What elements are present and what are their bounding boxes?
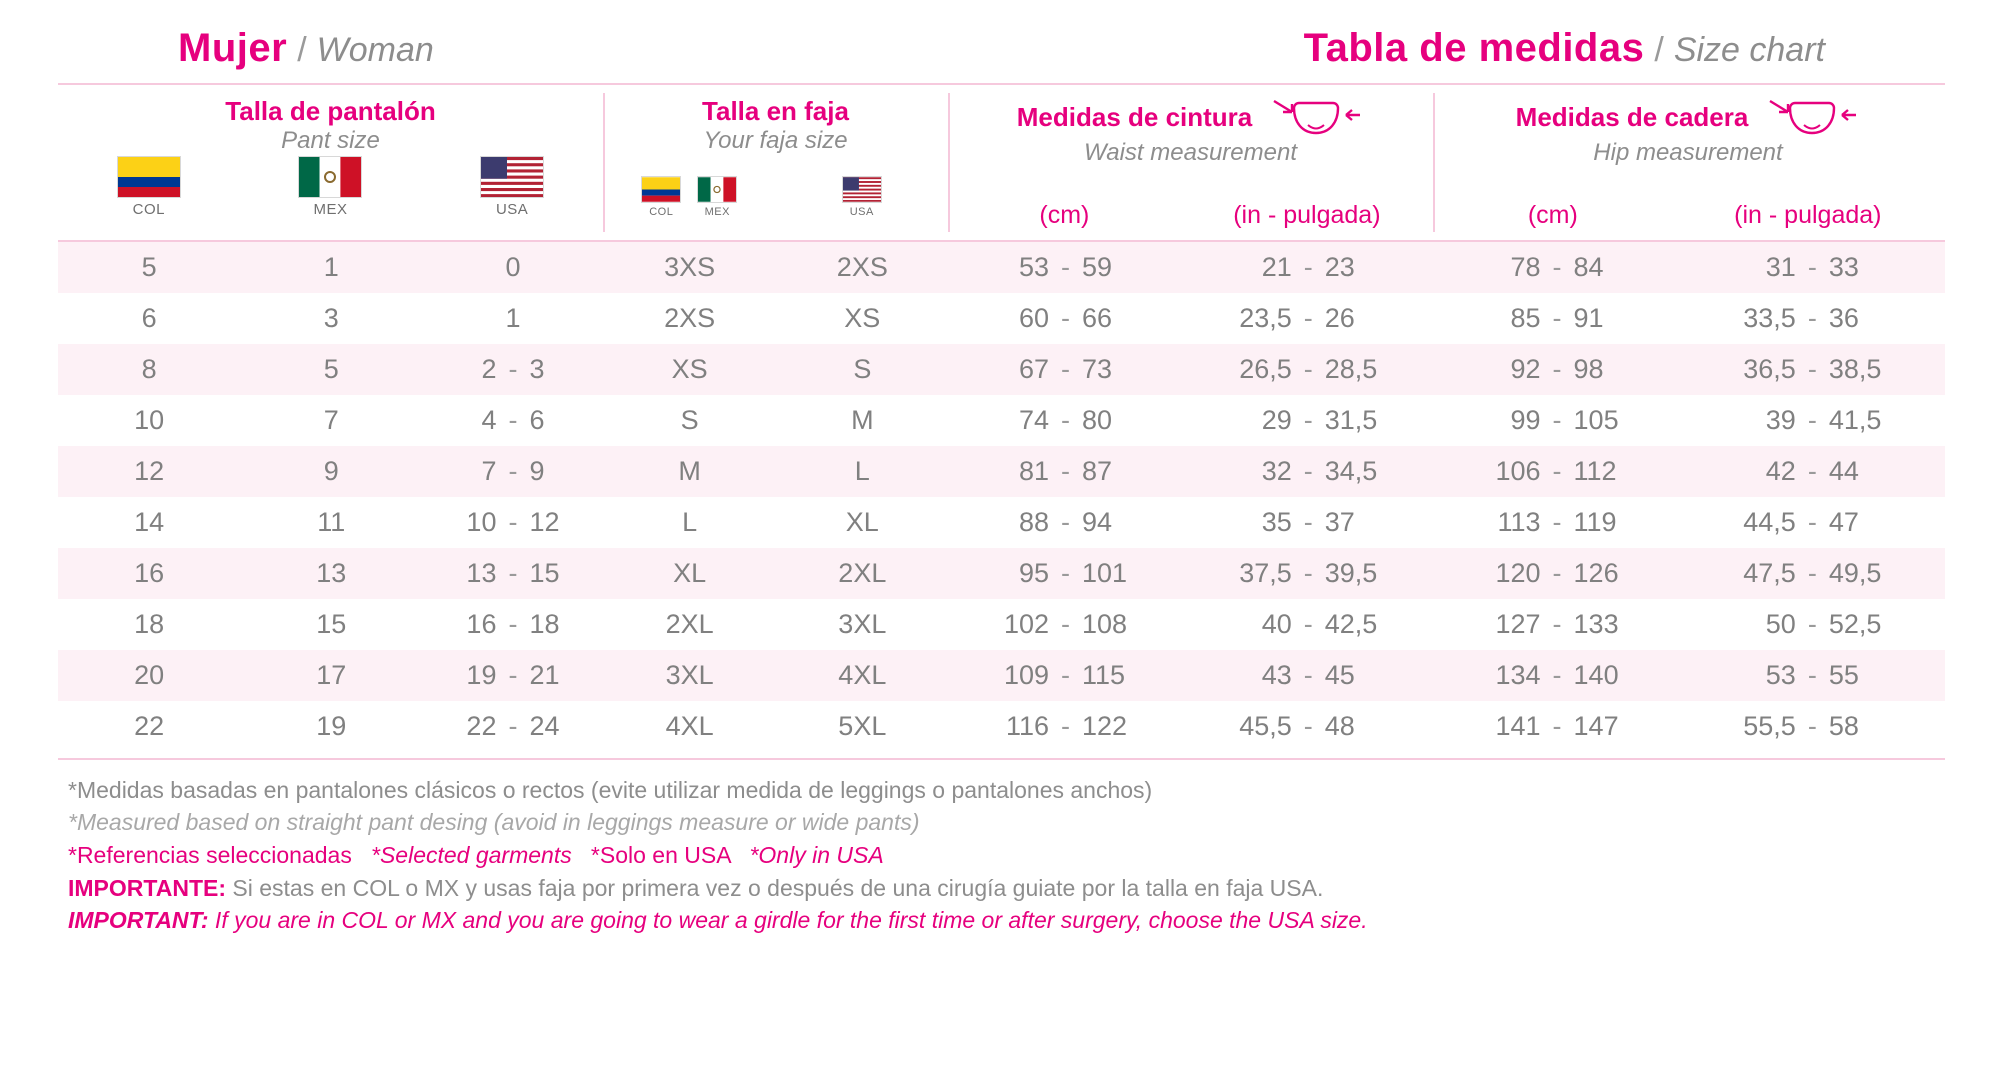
cell-waist-in: 21 - 23 xyxy=(1261,251,1355,282)
cell-pant-usa: 1 xyxy=(505,302,521,333)
cell-pant-usa: 16 - 18 xyxy=(466,608,560,639)
note-usa-only-en: *Only in USA xyxy=(749,842,884,869)
cell-faja-usa: M xyxy=(851,404,874,435)
cell-pant-col: 8 xyxy=(141,353,157,384)
cell-waist-cm: 74 - 80 xyxy=(1018,404,1113,435)
table-row xyxy=(58,344,1945,395)
cell-waist-in: 40 - 42,5 xyxy=(1261,608,1378,639)
note-important-text-es: Si estas en COL o MX y usas faja por primera vez o después de una cirugía guiate por la talla en faja USA. xyxy=(226,874,1324,901)
cell-pant-usa: 19 - 21 xyxy=(466,659,560,690)
pant-flag-usa xyxy=(480,156,544,218)
colombia-flag-icon xyxy=(641,176,681,203)
cell-faja-colmex: M xyxy=(678,455,701,486)
table-row xyxy=(58,242,1945,293)
cell-faja-colmex: L xyxy=(682,506,698,537)
cell-waist-cm: 88 - 94 xyxy=(1018,506,1113,537)
page-title-es: Tabla de medidas xyxy=(1303,26,1645,70)
table-row xyxy=(58,395,1945,446)
cell-faja-usa: XL xyxy=(845,506,879,537)
hip-measure-icon xyxy=(1764,97,1860,139)
cell-pant-mex: 17 xyxy=(316,659,347,690)
cell-pant-usa: 4 - 6 xyxy=(481,404,545,435)
cell-pant-usa: 13 - 15 xyxy=(466,557,560,588)
table-row xyxy=(58,446,1945,497)
cell-faja-usa: 4XL xyxy=(838,659,887,690)
note-important-label-es: IMPORTANTE: xyxy=(68,874,227,901)
cell-waist-in: 35 - 37 xyxy=(1261,506,1355,537)
cell-waist-cm: 95 - 101 xyxy=(1018,557,1128,588)
colombia-flag-icon xyxy=(117,156,181,198)
cell-pant-col: 16 xyxy=(134,557,165,588)
cell-hip-cm: 92 - 98 xyxy=(1510,353,1604,384)
page-title-en: Size chart xyxy=(1673,31,1825,69)
cell-faja-colmex: 3XS xyxy=(664,251,716,282)
note-line-3 xyxy=(68,839,1945,872)
cell-hip-in: 42 - 44 xyxy=(1765,455,1859,486)
hip-label-es: Medidas de cadera xyxy=(1515,102,1749,133)
cell-pant-col: 18 xyxy=(134,608,165,639)
cell-pant-col: 10 xyxy=(134,404,165,435)
cell-hip-in: 47,5 - 49,5 xyxy=(1743,557,1882,588)
faja-flag-mex xyxy=(697,176,737,218)
cell-faja-usa: 5XL xyxy=(838,710,887,741)
hip-unit-cm: (cm) xyxy=(1527,200,1578,229)
cell-hip-cm: 106 - 112 xyxy=(1495,455,1617,486)
cell-faja-usa: 2XL xyxy=(838,557,887,588)
cell-hip-in: 50 - 52,5 xyxy=(1765,608,1882,639)
audience-title xyxy=(178,26,434,71)
cell-hip-in: 33,5 - 36 xyxy=(1743,302,1859,333)
column-header-hip xyxy=(1433,85,1943,240)
cell-hip-in: 53 - 55 xyxy=(1765,659,1859,690)
cell-hip-cm: 78 - 84 xyxy=(1510,251,1604,282)
cell-hip-in: 44,5 - 47 xyxy=(1743,506,1859,537)
cell-pant-usa: 7 - 9 xyxy=(481,455,545,486)
cell-pant-mex: 11 xyxy=(317,506,346,537)
hip-label-en: Hip measurement xyxy=(1593,139,1783,166)
cell-waist-in: 26,5 - 28,5 xyxy=(1239,353,1378,384)
note-important-text-en: If you are in COL or MX and you are going to wear a girdle for the first time or after surgery, choose the USA size. xyxy=(208,907,1368,934)
cell-hip-in: 36,5 - 38,5 xyxy=(1743,353,1882,384)
cell-faja-usa: 3XL xyxy=(838,608,887,639)
note-line-1: *Medidas basadas en pantalones clásicos o rectos (evite utilizar medida de leggings o pantalones anchos) xyxy=(68,776,1153,803)
cell-faja-usa: L xyxy=(854,455,870,486)
cell-waist-cm: 53 - 59 xyxy=(1018,251,1113,282)
note-line-4 xyxy=(68,872,1945,905)
note-selected-refs-en: *Selected garments xyxy=(371,842,572,869)
faja-flag-col xyxy=(641,176,681,218)
cell-pant-col: 5 xyxy=(141,251,157,282)
cell-pant-col: 20 xyxy=(134,659,165,690)
cell-faja-colmex: 2XS xyxy=(664,302,716,333)
cell-waist-cm: 116 - 122 xyxy=(1005,710,1128,741)
table-row xyxy=(58,293,1945,344)
usa-flag-icon xyxy=(842,176,882,203)
cell-pant-mex: 7 xyxy=(323,404,339,435)
cell-pant-mex: 3 xyxy=(323,302,339,333)
cell-pant-usa: 2 - 3 xyxy=(481,353,545,384)
audience-title-en: Woman xyxy=(316,31,434,69)
faja-flag-usa xyxy=(842,176,882,218)
cell-pant-usa: 22 - 24 xyxy=(466,710,560,741)
table-row xyxy=(58,701,1945,752)
audience-title-es: Mujer xyxy=(178,26,288,70)
size-chart-body xyxy=(58,242,1945,752)
waist-unit-cm: (cm) xyxy=(1039,200,1090,229)
cell-waist-in: 43 - 45 xyxy=(1261,659,1355,690)
mexico-flag-icon xyxy=(697,176,737,203)
waist-measure-icon xyxy=(1268,97,1364,139)
cell-faja-colmex: 2XL xyxy=(665,608,714,639)
column-header-pant-size xyxy=(58,85,603,240)
cell-hip-in: 55,5 - 58 xyxy=(1743,710,1859,741)
cell-pant-usa: 10 - 12 xyxy=(466,506,560,537)
cell-hip-cm: 85 - 91 xyxy=(1510,302,1604,333)
faja-flag-col-label: COL xyxy=(649,205,674,218)
pant-flag-col-label: COL xyxy=(132,200,166,218)
note-line-5 xyxy=(68,904,1945,937)
cell-pant-mex: 1 xyxy=(323,251,339,282)
table-row xyxy=(58,650,1945,701)
usa-flag-icon xyxy=(480,156,544,198)
cell-waist-in: 29 - 31,5 xyxy=(1261,404,1378,435)
cell-pant-col: 22 xyxy=(134,710,165,741)
faja-size-label-en: Your faja size xyxy=(703,126,848,154)
note-line-2: *Measured based on straight pant desing (avoid in leggings measure or wide pants) xyxy=(68,809,920,836)
column-headers xyxy=(58,85,1945,242)
cell-pant-mex: 9 xyxy=(323,455,339,486)
cell-faja-colmex: 3XL xyxy=(665,659,714,690)
size-chart-table xyxy=(58,242,1945,752)
page-header xyxy=(58,0,1945,85)
pant-flag-usa-label: USA xyxy=(495,200,529,218)
table-row xyxy=(58,599,1945,650)
title-separator-left: / xyxy=(297,31,307,69)
cell-pant-usa: 0 xyxy=(505,251,521,282)
cell-hip-cm: 134 - 140 xyxy=(1495,659,1619,690)
note-important-label-en: IMPORTANT: xyxy=(68,907,209,934)
cell-waist-in: 32 - 34,5 xyxy=(1261,455,1378,486)
column-header-faja-size xyxy=(603,85,948,240)
cell-pant-mex: 13 xyxy=(316,557,347,588)
page-title xyxy=(1304,26,1825,71)
cell-faja-usa: XS xyxy=(844,302,881,333)
table-row xyxy=(58,497,1945,548)
cell-faja-usa: 2XS xyxy=(836,251,888,282)
cell-pant-col: 14 xyxy=(134,506,165,537)
cell-hip-cm: 120 - 126 xyxy=(1495,557,1619,588)
notes-section xyxy=(58,758,1945,937)
table-row xyxy=(58,548,1945,599)
cell-waist-cm: 60 - 66 xyxy=(1018,302,1113,333)
cell-hip-cm: 127 - 133 xyxy=(1495,608,1619,639)
faja-flag-mex-label: MEX xyxy=(704,205,730,218)
cell-hip-in: 39 - 41,5 xyxy=(1765,404,1882,435)
cell-faja-colmex: S xyxy=(680,404,699,435)
cell-pant-mex: 19 xyxy=(316,710,347,741)
hip-unit-in: (in - pulgada) xyxy=(1734,200,1882,229)
faja-size-label-es: Talla en faja xyxy=(702,96,849,126)
title-separator-right: / xyxy=(1654,31,1664,69)
cell-pant-mex: 5 xyxy=(323,353,339,384)
cell-pant-col: 12 xyxy=(134,455,165,486)
waist-label-en: Waist measurement xyxy=(1084,139,1297,166)
cell-faja-colmex: XL xyxy=(673,557,707,588)
column-header-waist xyxy=(948,85,1433,240)
cell-hip-cm: 141 - 147 xyxy=(1495,710,1619,741)
pant-flag-mex-label: MEX xyxy=(313,200,348,218)
cell-faja-usa: S xyxy=(853,353,872,384)
cell-faja-colmex: 4XL xyxy=(665,710,714,741)
note-selected-refs-es: *Referencias seleccionadas xyxy=(68,842,352,869)
pant-flag-col xyxy=(117,156,181,218)
cell-hip-in: 31 - 33 xyxy=(1765,251,1859,282)
cell-waist-cm: 67 - 73 xyxy=(1018,353,1113,384)
cell-faja-colmex: XS xyxy=(671,353,708,384)
cell-waist-in: 45,5 - 48 xyxy=(1239,710,1355,741)
cell-waist-cm: 109 - 115 xyxy=(1003,659,1126,690)
cell-waist-cm: 81 - 87 xyxy=(1018,455,1113,486)
faja-flag-usa-label: USA xyxy=(849,205,874,218)
waist-unit-in: (in - pulgada) xyxy=(1233,200,1381,229)
cell-pant-col: 6 xyxy=(141,302,157,333)
pant-flag-mex xyxy=(298,156,362,218)
cell-pant-mex: 15 xyxy=(316,608,347,639)
cell-waist-in: 37,5 - 39,5 xyxy=(1239,557,1378,588)
cell-waist-in: 23,5 - 26 xyxy=(1239,302,1355,333)
cell-waist-cm: 102 - 108 xyxy=(1003,608,1128,639)
pant-size-label-en: Pant size xyxy=(281,126,380,154)
cell-hip-cm: 99 - 105 xyxy=(1510,404,1619,435)
mexico-flag-icon xyxy=(298,156,362,198)
note-usa-only-es: *Solo en USA xyxy=(590,842,731,869)
waist-label-es: Medidas de cintura xyxy=(1016,102,1253,133)
pant-size-label-es: Talla de pantalón xyxy=(225,96,436,126)
cell-hip-cm: 113 - 119 xyxy=(1497,506,1617,537)
